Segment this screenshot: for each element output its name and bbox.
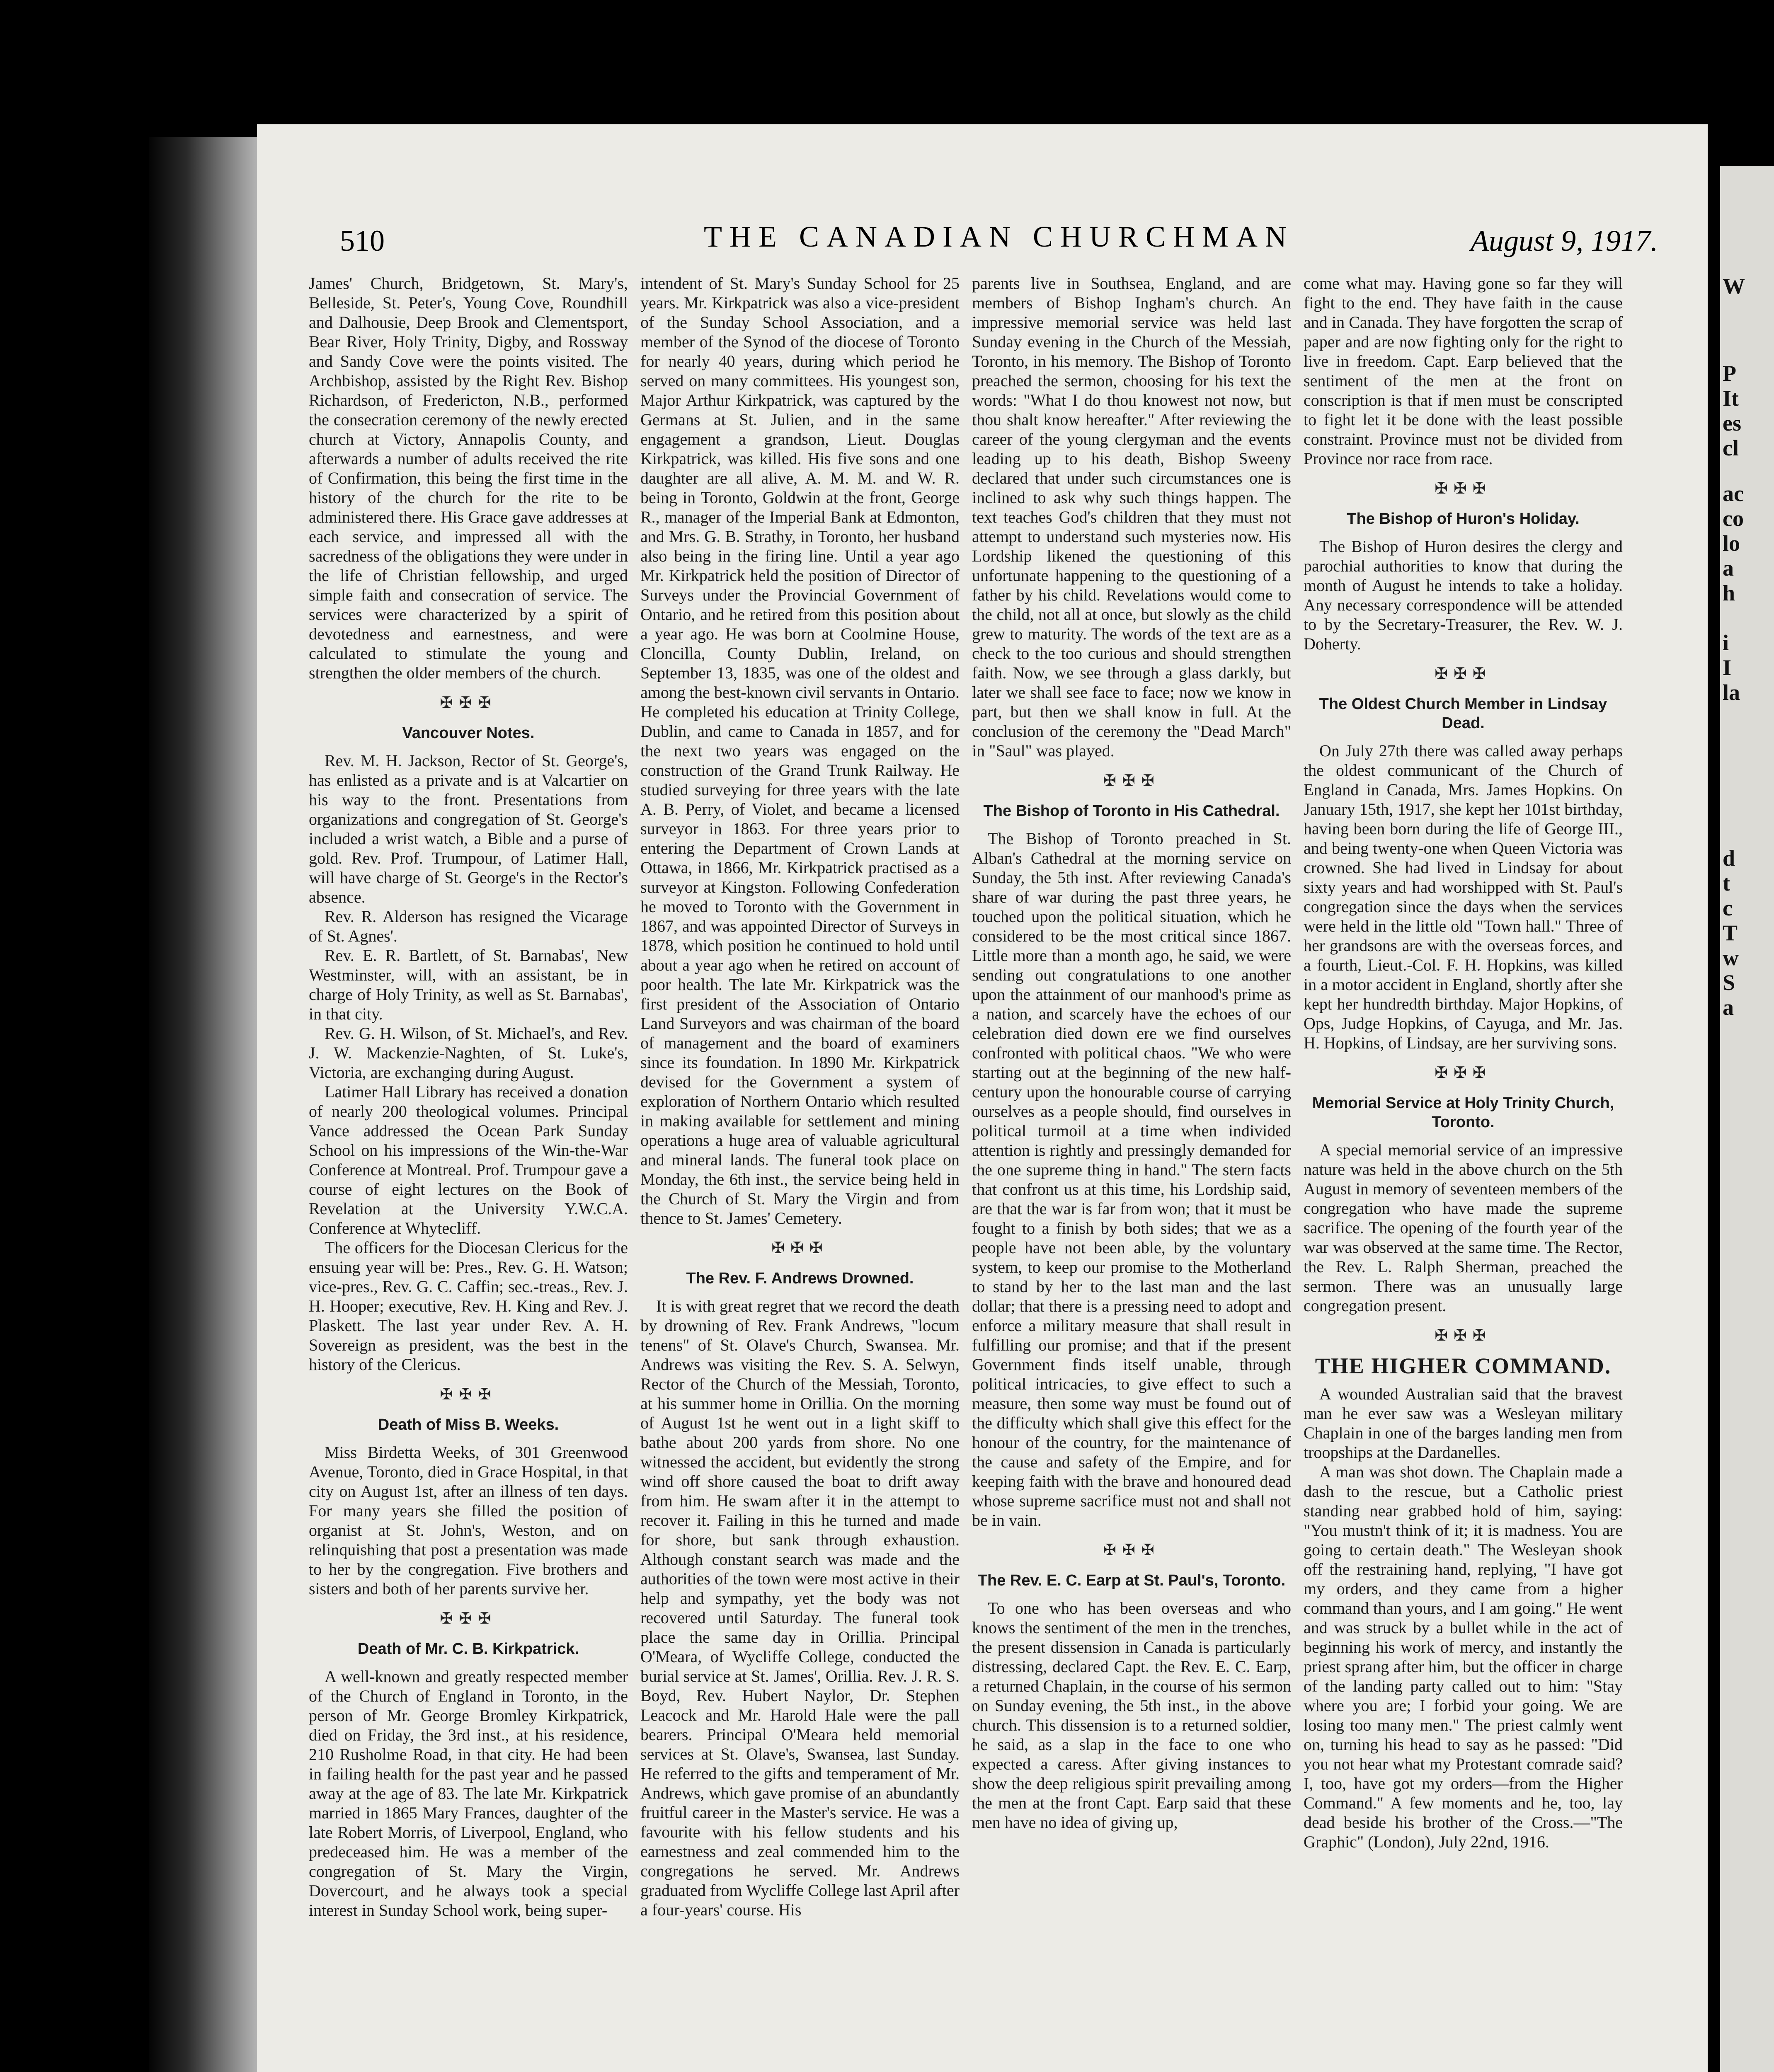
adjacent-page-fragment: W <box>1723 274 1745 299</box>
article-heading: Vancouver Notes. <box>402 724 535 742</box>
issue-date: August 9, 1917. <box>1470 224 1658 257</box>
article-paragraph: On July 27th there was called away perhaps the oldest communicant of the Church of England in Canada, Mrs. James Hopkins. On January 15th, 1917, she kept her 101st birthday, having been born during the life of George III., and being twenty-one when Queen Victoria was crowned. She had lived in Lindsay for about sixty years and had worshipped with St. Paul's congregation since the days when the services were held in the little old "Town hall." Three of her grandsons are with the overseas forces, and a fourth, Lieut.-Col. F. H. Hopkins, was killed in a motor accident in England, shortly after she kept her hundredth birthday. Major Hopkins, of Ops, Judge Hopkins, of Cayuga, and Mr. Jas. H. Hopkins, of Lindsay, are her surviving sons. <box>1304 741 1623 1052</box>
section-ornament: ✠✠✠ <box>771 1239 829 1257</box>
adjacent-page-fragment: t <box>1723 871 1730 896</box>
article-heading: The Rev. F. Andrews Drowned. <box>686 1270 914 1287</box>
adjacent-page-fragment: h <box>1723 581 1735 605</box>
article-paragraph: Miss Birdetta Weeks, of 301 Greenwood Avenue, Toronto, died in Grace Hospital, in that city on August 1st, after an illness of ten days. For many years she filled the position of organist at St. John's, Weston, and on relinquishing that post a presentation was made to her by the congregation. Five brothers and sisters and both of her parents survive her. <box>309 1443 628 1598</box>
article-heading: Memorial Service at Holy Trinity Church, Toronto. <box>1312 1094 1614 1131</box>
column-2 <box>640 274 960 2072</box>
section-ornament: ✠✠✠ <box>1103 772 1160 789</box>
book-spine <box>149 137 274 2072</box>
article-paragraph: intendent of St. Mary's Sunday School for 25 years. Mr. Kirkpatrick was also a vice-president of the Sunday School Association, and a member of the Synod of the diocese of Toronto for nearly 40 years, during which period he served on many committees. His youngest son, Major Arthur Kirkpatrick, was captured by the Germans at St. Julien, and in the same engagement a grandson, Lieut. Douglas Kirkpatrick, was killed. His five sons and one daughter are all alive, A. M. M. and W. R. being in Toronto, Goldwin at the front, George R., manager of the Imperial Bank at Edmonton, and Mrs. G. B. Strathy, in Toronto, her husband also being in the firing line. Until a year ago Mr. Kirkpatrick held the position of Director of Surveys under the Provincial Government of Ontario, and he retired from this position about a year ago. He was born at Coolmine House, Cloncilla, County Dublin, Ireland, on September 13, 1835, was one of the oldest and among the best-known civil servants in Ontario. He completed his education at Trinity College, Dublin, and came to Canada in 1857, and for the next two years was engaged on the construction of the Grand Trunk Railway. He studied surveying for three years with the late A. B. Perry, of Violet, and became a licensed surveyor in 1863. For three years prior to entering the Department of Crown Lands at Ottawa, in 1866, Mr. Kirkpatrick practised as a surveyor at Kingston. Following Confederation he moved to Toronto with the Government in 1867, and was appointed Director of Surveys in 1878, which position he continued to hold until about a year ago when he retired on account of poor health. The late Mr. Kirkpatrick was the first president of the Association of Ontario Land Surveyors and was chairman of the board of management and the board of examiners since its foundation. In 1890 Mr. Kirkpatrick devised for the Government a system of exploration of Northern Ontario which resulted in making available for settlement and mining operations a huge area of valuable agricultural and mineral lands. The funeral took place on Monday, the 6th inst., the service being held in the Church of St. Mary the Virgin and from thence to St. James' Cemetery. <box>640 274 960 1227</box>
adjacent-page-fragment: S <box>1723 970 1735 995</box>
adjacent-page-fragment: co <box>1723 506 1744 531</box>
article-paragraph: A man was shot down. The Chaplain made a dash to the rescue, but a Catholic priest standing near grabbed hold of him, saying: "You mustn't think of it; it is madness. You are going to certain death." The Wesleyan shook off the restraining hand, replying, "I have got my orders, and they came from a higher command than yours, and I am going." He went and was struck by a bullet while in the act of beginning his work of mercy, and instantly the priest sprang after him, but the officer in charge of the landing party called out to him: "Stay where you are; I forbid your going. We are losing too many men." The priest calmly went on, turning his head to say as he passed: "Did you not hear what my Protestant comrade said? I, too, have got my orders—from the Higher Command." A few moments and he, too, lay dead beside his brother of the Cross.—"The Graphic" (London), July 22nd, 1916. <box>1304 1462 1623 1851</box>
article-paragraph: A special memorial service of an impressive nature was held in the above church on the 5th August in memory of seventeen members of the congregation who have made the supreme sacrifice. The opening of the fourth year of the war was observed at the same time. The Rector, the Rev. L. Ralph Sherman, preached the sermon. There was an unusually large congregation present. <box>1304 1140 1623 1315</box>
section-ornament: ✠✠✠ <box>1435 1327 1492 1344</box>
adjacent-page-fragment: ac <box>1723 481 1744 506</box>
newspaper-page <box>257 124 1708 2072</box>
adjacent-page-fragment: a <box>1723 556 1734 581</box>
column-1 <box>309 274 628 2072</box>
page-header <box>340 220 1658 265</box>
article-paragraph: Rev. G. H. Wilson, of St. Michael's, and Rev. J. W. Mackenzie-Naghten, of St. Luke's, Victoria, are exchanging during August. <box>309 1024 628 1082</box>
adjacent-page-fragment: d <box>1723 846 1735 871</box>
adjacent-page-fragment: c <box>1723 896 1733 920</box>
column-3 <box>972 274 1291 2072</box>
article-paragraph: Rev. R. Alderson has resigned the Vicarage of St. Agnes'. <box>309 907 628 945</box>
article-heading: Death of Miss B. Weeks. <box>378 1416 559 1433</box>
article-paragraph: A well-known and greatly respected member of the Church of England in Toronto, in the person of Mr. George Bromley Kirkpatrick, died on Friday, the 3rd inst., at his residence, 210 Rusholme Road, in that city. He had been in failing health for the past year and he passed away at the age of 83. The late Mr. Kirkpatrick married in 1865 Mary Frances, daughter of the late Robert Morris, of Liverpool, England, who predeceased him. He was a member of the congregation of St. Mary the Virgin, Dovercourt, and he always took a special interest in Sunday School work, being super- <box>309 1667 628 1920</box>
article-paragraph: The Bishop of Toronto preached in St. Alban's Cathedral at the morning service on Sunday, the 5th inst. After reviewing Canada's share of war during the past three years, he touched upon the political situation, which he considered to be the most critical since 1867. Little more than a month ago, he said, we were sending out congratulations to one another upon the attainment of our manhood's prime as a nation, and scarcely have the echoes of our celebration died down ere we find ourselves confronted with political chaos. "We who were starting out at the beginning of the new half-century upon the honourable course of carrying ourselves as a people should, find ourselves in political turmoil at a time when individed attention is rightly and pressingly demanded for the one supreme thing in hand." The stern facts that confront us at this time, his Lordship said, are that the war is far from won; that it must be fought to a finish by both sides; that we as a people have not been able, by the voluntary system, to keep our promise to the Motherland to stand by her to the last man and the last dollar; that there is a pressing need to adopt and enforce a military measure that shall result in fulfilling our promise; and that if the present Government finds itself unable, through political intricacies, to give effect to such a measure, then some way must be found out of the difficulty which shall give this effect for the honour of the country, for the maintenance of the cause and safety of the Empire, and for keeping faith with the brave and honoured dead whose supreme sacrifice must not and shall not be in vain. <box>972 829 1291 1530</box>
section-ornament: ✠✠✠ <box>1435 1064 1492 1082</box>
article-paragraph: James' Church, Bridgetown, St. Mary's, Belleside, St. Peter's, Young Cove, Roundhill and Dalhousie, Deep Brook and Clementsport, Bear River, Holy Trinity, Digby, and Rossway and Sandy Cove were the points visited. The Archbishop, assisted by the Right Rev. Bishop Richardson, of Fredericton, N.B., performed the consecration ceremony of the newly erected church at Victory, Annapolis County, and afterwards a number of adults received the rite of Confirmation, this being the first time in the history of the church for the rite to be administered there. His Grace gave addresses at each service, and impressed all with the sacredness of the obligations they were under in the life of Christian fellowship, and urged simple faith and consecration of service. The services were characterized by a spirit of devotedness and earnestness, and were calculated to stimulate the young and strengthen the older members of the church. <box>309 274 628 682</box>
article-heading-large: THE HIGHER COMMAND. <box>1315 1353 1612 1378</box>
article-paragraph: The Bishop of Huron desires the clergy and parochial authorities to know that during the month of August he intends to take a holiday. Any necessary correspondence will be attended to by the Secretary-Treasurer, the Rev. W. J. Doherty. <box>1304 537 1623 653</box>
article-heading: Death of Mr. C. B. Kirkpatrick. <box>357 1640 579 1658</box>
section-ornament: ✠✠✠ <box>440 1610 497 1627</box>
article-paragraph: It is with great regret that we record the death by drowning of Rev. Frank Andrews, "locum tenens" of St. Olave's Church, Swansea. Mr. Andrews was visiting the Rev. S. A. Selwyn, Rector of the Church of the Messiah, Toronto, at his summer home in Orillia. On the morning of August 1st he went out in a light skiff to bathe about 200 yards from shore. No one witnessed the accident, but evidently the strong wind off shore caused the boat to drift away from him. He swam after it in the attempt to recover it. Failing in this he turned and made for shore, but sank through exhaustion. Although constant search was made and the authorities of the town were most active in their help and sympathy, yet the body was not recovered until Saturday. The funeral took place the same day in Orillia. Principal O'Meara, of Wycliffe College, conducted the burial service at St. James', Orillia. Rev. J. R. S. Boyd, Rev. Hubert Naylor, Dr. Stephen Leacock and Mr. Harold Hale were the pall bearers. Principal O'Meara held memorial services at St. Olave's, Swansea, last Sunday. He referred to the gifts and temperament of Mr. Andrews, which gave promise of an abundantly fruitful career in the Master's service. He was a favourite with his fellow students and his earnestness and zeal commended him to the congregations he served. Mr. Andrews graduated from Wycliffe College last April after a four-years' course. His <box>640 1297 960 1919</box>
section-ornament: ✠✠✠ <box>1435 665 1492 683</box>
page-number: 510 <box>340 224 385 257</box>
publication-title: THE CANADIAN CHURCHMAN <box>703 220 1294 253</box>
adjacent-page-fragment: la <box>1723 680 1740 705</box>
adjacent-page-fragment: lo <box>1723 531 1740 556</box>
adjacent-page-fragment: es <box>1723 411 1741 436</box>
article-paragraph: To one who has been overseas and who knows the sentiment of the men in the trenches, the present dissension in Canada is particularly distressing, declared Capt. the Rev. E. C. Earp, a returned Chaplain, in the course of his sermon on Sunday evening, the 5th inst., in the above church. This dissension is to a returned soldier, he said, as a slap in the face to one who expected a caress. After giving instances to show the deep religious spirit prevailing among the men at the front Capt. Earp said that these men have no idea of giving up, <box>972 1599 1291 1832</box>
article-paragraph: come what may. Having gone so far they will fight to the end. They have faith in the cause and in Canada. They have forgotten the scrap of paper and are now fighting only for the right to live in freedom. Capt. Earp believed that the sentiment of the men at the front on conscription is that if men must be conscripted to fight let it be done with the least possible constraint. Province must not be divided from Province nor race from race. <box>1304 274 1623 468</box>
adjacent-page-edge <box>1720 166 1774 2072</box>
article-paragraph: A wounded Australian said that the bravest man he ever saw was a Wesleyan military Chaplain in one of the barges landing men from troopships at the Dardanelles. <box>1304 1385 1623 1462</box>
section-ornament: ✠✠✠ <box>1435 480 1492 497</box>
article-paragraph: The officers for the Diocesan Clericus for the ensuing year will be: Pres., Rev. G. H. Watson; vice-pres., Rev. G. C. Caffin; sec.-treas., Rev. J. H. Hooper; executive, Rev. H. King and Rev. J. Plaskett. The last year under Rev. A. H. Sovereign as president, was the best in the history of the Clericus. <box>309 1238 628 1374</box>
article-paragraph: Latimer Hall Library has received a donation of nearly 200 theological volumes. Principal Vance addressed the Ocean Park Sunday School on his impressions of the Win-the-War Conference at Montreal. Prof. Trumpour gave a course of eight lectures on the Book of Revelation at the University Y.W.C.A. Conference at Whytecliff. <box>309 1082 628 1237</box>
section-ornament: ✠✠✠ <box>440 694 497 712</box>
article-paragraph: parents live in Southsea, England, and are members of Bishop Ingham's church. An impressive memorial service was held last Sunday evening in the Church of the Messiah, Toronto, in his memory. The Bishop of Toronto preached the sermon, choosing for his text the words: "What I do thou knowest not now, but thou shalt know hereafter." After reviewing the career of the young clergyman and the events leading up to his death, Bishop Sweeny declared that under such circumstances one is inclined to ask why such things happen. The text teaches God's children that they must not attempt to understand such mysteries now. His Lordship likened the questioning of this unfortunate happening to the questioning of a father by his child. Revelations would come to the child, not all at once, but slowly as the child grew to maturity. The words of the text are as a check to the too curious and should strengthen faith. Now, we see through a glass darkly, but later we shall see face to face; now we know in part, but then we shall know in full. At the conclusion of the ceremony the "Dead March" in "Saul" was played. <box>972 274 1291 760</box>
article-paragraph: Rev. M. H. Jackson, Rector of St. George's, has enlisted as a private and is at Valcartier on his way to the front. Presentations from organizations and congregation of St. George's included a wrist watch, a Bible and a purse of gold. Rev. Prof. Trumpour, of Latimer Hall, will have charge of St. George's in the Rector's absence. <box>309 751 628 906</box>
column-4 <box>1304 274 1623 2072</box>
article-heading: The Bishop of Toronto in His Cathedral. <box>983 802 1280 820</box>
adjacent-page-fragment: I <box>1723 655 1732 680</box>
article-heading: The Oldest Church Member in Lindsay Dead. <box>1319 695 1607 732</box>
adjacent-page-fragment: a <box>1723 995 1734 1020</box>
adjacent-page-fragment: w <box>1723 945 1739 970</box>
adjacent-page-fragment: It <box>1723 386 1739 411</box>
adjacent-page-fragment: i <box>1723 630 1729 655</box>
adjacent-page-fragment: T <box>1723 920 1738 945</box>
article-heading: The Rev. E. C. Earp at St. Paul's, Toronto. <box>977 1572 1286 1589</box>
section-ornament: ✠✠✠ <box>1103 1542 1160 1559</box>
adjacent-page-fragment: cl <box>1723 436 1739 460</box>
section-ornament: ✠✠✠ <box>440 1386 497 1403</box>
article-paragraph: Rev. E. R. Bartlett, of St. Barnabas', New Westminster, will, with an assistant, be in charge of Holy Trinity, as well as St. Barnabas', in that city. <box>309 946 628 1023</box>
adjacent-page-fragment: P <box>1723 361 1736 386</box>
article-heading: The Bishop of Huron's Holiday. <box>1347 510 1580 528</box>
